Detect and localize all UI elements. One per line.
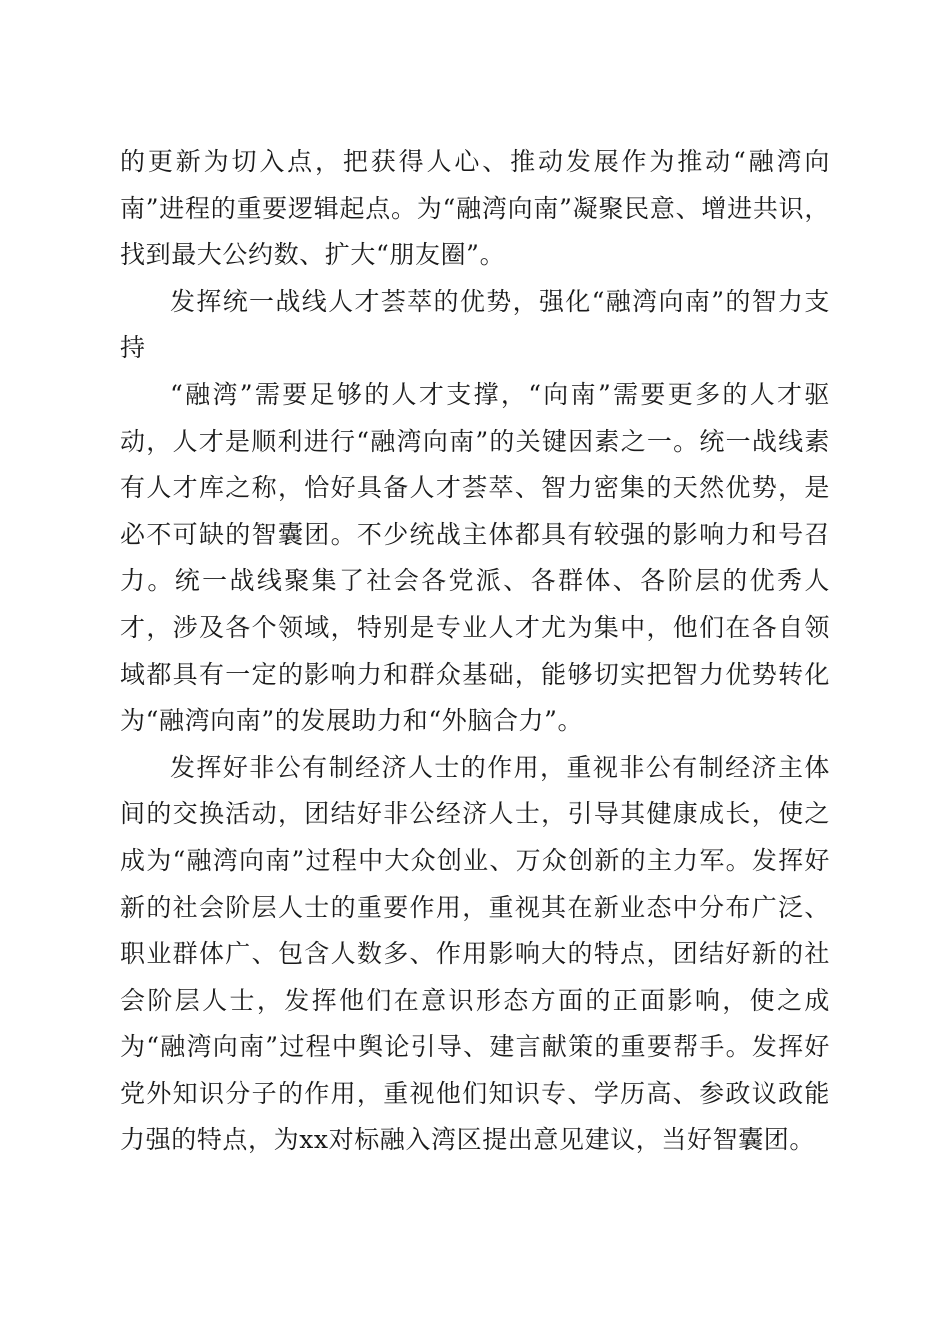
paragraph-talent: “融湾”需要足够的人才支撑，“向南”需要更多的人才驱动，人才是顺利进行“融湾向南”的关键因素之一。统一战线素有人才库之称，恰好具备人才荟萃、智力密集的天然优势，是必不可缺的智囊团。不少统战主体都具有较强的影响力和号召力。统一战线聚集了社会各党派、各群体、各阶层的优秀人才，涉及各个领域，特别是专业人才尤为集中，他们在各自领域都具有一定的影响力和群众基础，能够切实把智力优势转化为“融湾向南”的发展助力和“外脑合力”。 (120, 379, 830, 736)
paragraph-non-public-economy: 发挥好非公有制经济人士的作用，重视非公有制经济主体间的交换活动，团结好非公经济人士，引导其健康成长，使之成为“融湾向南”过程中大众创业、万众创新的主力军。发挥好新的社会阶层人士的重要作用，重视其在新业态中分布广泛、职业群体广、包含人数多、作用影响大的特点，团结好新的社会阶层人士，发挥他们在意识形态方面的正面影响，使之成为“融湾向南”过程中舆论引导、建言献策的重要帮手。发挥好党外知识分子的作用，重视他们知识专、学历高、参政议政能力强的特点，为xx对标融入湾区提出意见建议，当好智囊团。 (120, 752, 830, 1155)
document-body (120, 139, 830, 1164)
paragraph-continuation: 的更新为切入点，把获得人心、推动发展作为推动“融湾向南”进程的重要逻辑起点。为“融湾向南”凝聚民意、增进共识，找到最大公约数、扩大“朋友圈”。 (120, 147, 830, 270)
section-heading: 发挥统一战线人才荟萃的优势，强化“融湾向南”的智力支持 (120, 286, 830, 363)
